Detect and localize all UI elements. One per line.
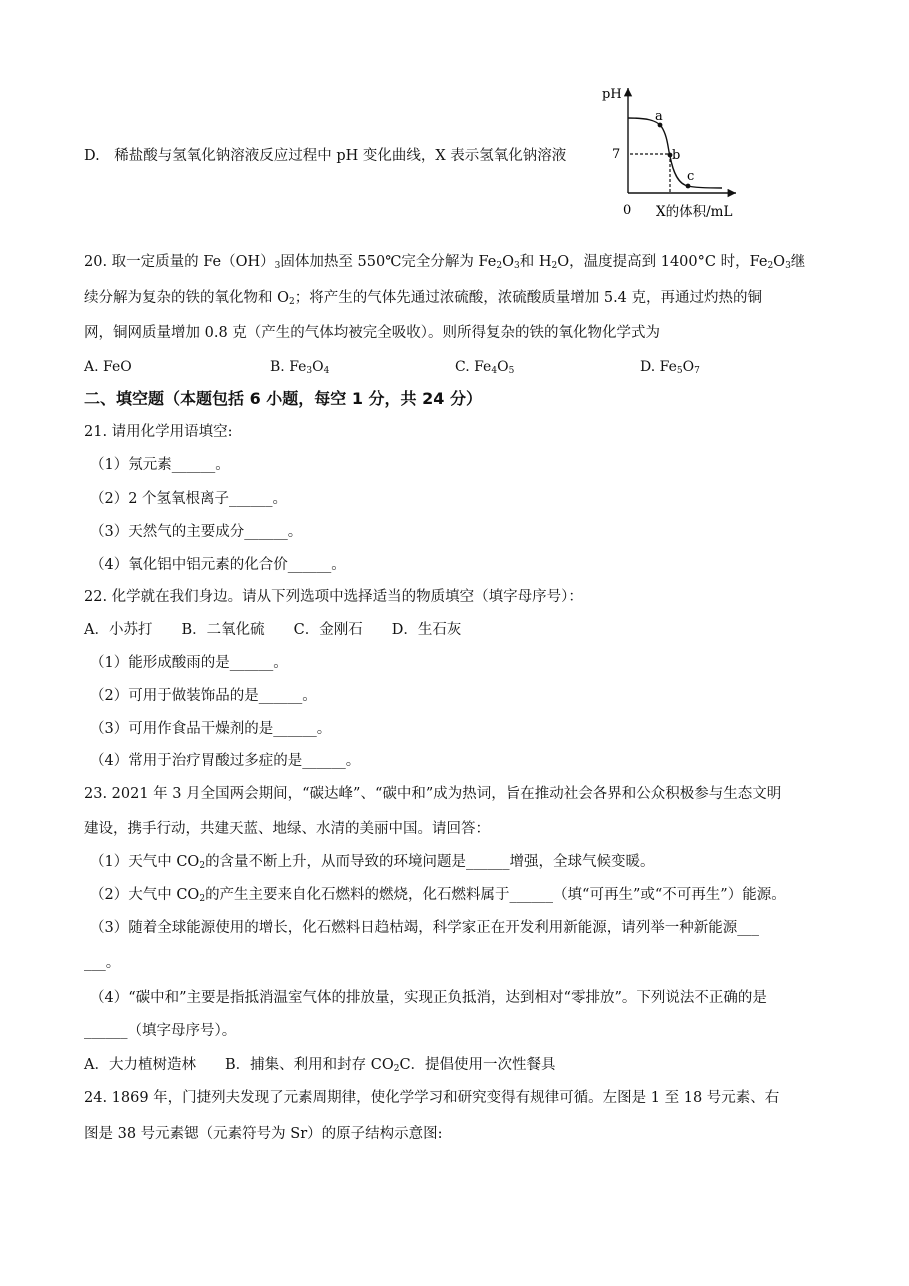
q20-option-b: B. $Fe_3O_4$	[270, 359, 330, 376]
q23-item-3-line-1: （3）随着全球能源使用的增长，化石燃料日趋枯竭，科学家正在开发利用新能源，请列举一种新能源___	[90, 920, 759, 936]
q20-line-2: 续分解为复杂的铁的氧化物和 $O_2$；将产生的气体先通过浓硫酸，浓硫酸质量增加 5.4 克，再通过灼热的铜	[84, 290, 763, 307]
q21-item-4: （4）氧化铝中铝元素的化合价______。	[90, 557, 346, 573]
q23-stem-1: 23. 2021 年 3 月全国两会期间，“碳达峰”、“碳中和”成为热词，旨在推动社会各界和公众积极参与生态文明	[84, 786, 782, 802]
q21-item-2: （2）2 个氢氧根离子______。	[90, 491, 288, 507]
q20-line-3: 网，铜网质量增加 0.8 克（产生的气体均被完全吸收）。则所得复杂的铁的氧化物化学式为	[84, 325, 661, 341]
point-c	[686, 184, 691, 189]
q23-item-4-line-1: （4）“碳中和”主要是指抵消温室气体的排放量，实现正负抵消，达到相对“零排放”。下列说法不正确的是	[90, 990, 767, 1006]
q23-choices: A．大力植树造林 B．捕集、利用和封存 $CO_2C$．提倡使用一次性餐具	[84, 1057, 556, 1074]
q22-item-1: （1）能形成酸雨的是______。	[90, 655, 288, 671]
q22-item-2: （2）可用于做装饰品的是______。	[90, 688, 317, 704]
q23-item-2: （2）大气中 $CO_2$的产生主要来自化石燃料的燃烧，化石燃料属于______（填“可再生”或“不可再生”）能源。	[90, 887, 786, 904]
q23-item-4-line-2: ______（填字母序号）。	[84, 1023, 237, 1039]
q21-stem: 21. 请用化学用语填空:	[84, 424, 233, 440]
y-axis-label: pH	[602, 87, 622, 102]
q20-option-d: D. $Fe_5O_7$	[640, 359, 700, 376]
q19-option-d: D. 稀盐酸与氢氧化钠溶液反应过程中 pH 变化曲线，X 表示氢氧化钠溶液	[84, 148, 567, 164]
q23-stem-2: 建设，携手行动，共建天蓝、地绿、水清的美丽中国。请回答：	[84, 821, 490, 837]
label-a: a	[655, 109, 663, 124]
section-2-heading: 二、填空题（本题包括 6 小题，每空 1 分，共 24 分）	[84, 389, 482, 408]
q22-item-4: （4）常用于治疗胃酸过多症的是______。	[90, 753, 361, 769]
label-b: b	[672, 148, 681, 163]
ph-curve-graph	[596, 80, 756, 225]
label-c: c	[687, 169, 695, 184]
q23-item-1: （1）天气中 $CO_2$的含量不断上升，从而导致的环境问题是______增强，全球气候变暖。	[90, 854, 655, 871]
q22-choices: A．小苏打 B．二氧化硫 C．金刚石 D．生石灰	[84, 622, 462, 638]
x-axis-label: X的体积/mL	[656, 204, 733, 220]
origin-label: 0	[623, 203, 632, 218]
y-tick-7: 7	[612, 147, 621, 162]
q24-line-2: 图是 38 号元素锶（元素符号为 Sr）的原子结构示意图:	[84, 1126, 443, 1142]
q20-option-c: C. $Fe_4O_5$	[455, 359, 515, 376]
q24-line-1: 24. 1869 年，门捷列夫发现了元素周期律，使化学学习和研究变得有规律可循。左图是 1 至 18 号元素、右	[84, 1090, 780, 1106]
q20-option-a: A. FeO	[84, 359, 132, 375]
q20-line-1: 20. 取一定质量的 $Fe(OH)_3$固体加热至 550℃完全分解为 $Fe_2O_3$和 $H_2O$，温度提高到 1400°C 时，$Fe_2O_3$继	[84, 254, 806, 271]
q21-item-1: （1）氖元素______。	[90, 457, 230, 473]
q23-item-3-line-2: ___。	[84, 955, 121, 971]
q21-item-3: （3）天然气的主要成分______。	[90, 524, 303, 540]
q22-item-3: （3）可用作食品干燥剂的是______。	[90, 721, 332, 737]
q22-stem: 22. 化学就在我们身边。请从下列选项中选择适当的物质填空（填字母序号）：	[84, 589, 583, 605]
